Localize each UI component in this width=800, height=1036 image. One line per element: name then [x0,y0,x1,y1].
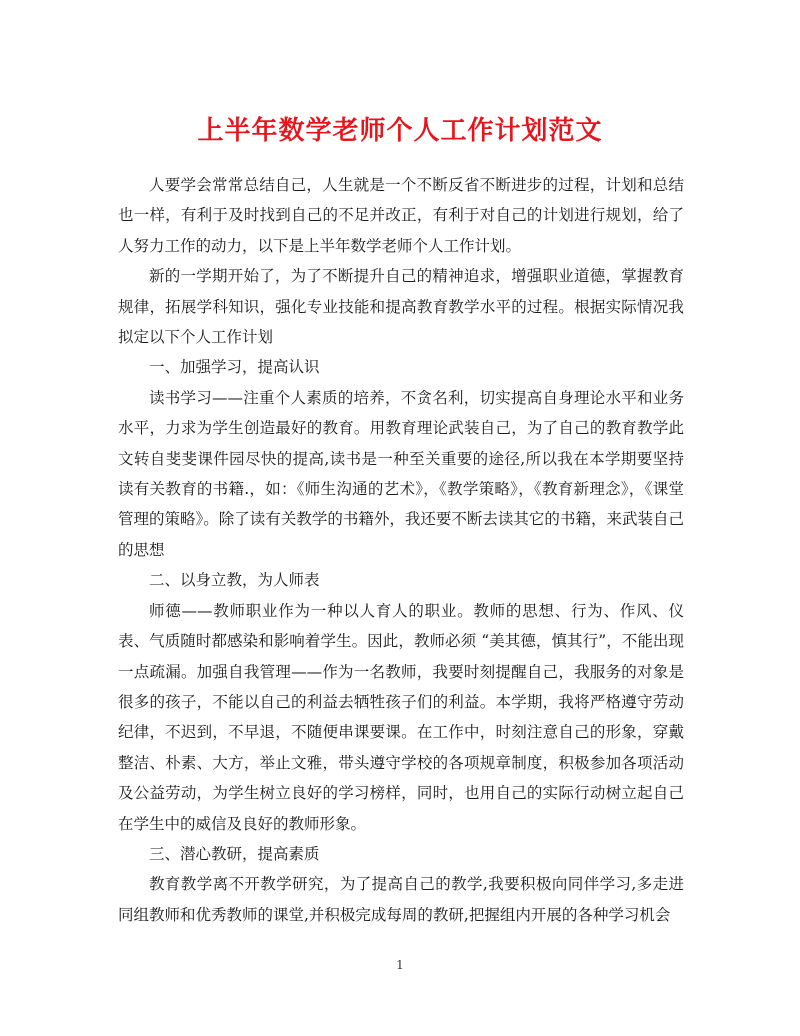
paragraph-research: 教育教学离不开教学研究，为了提高自己的教学,我要积极向同伴学习,多走进同组教师和优秀教师的课堂,并积极完成每周的教研,把握组内开展的各种学习机会 [118,875,684,924]
paragraph-intro: 人要学会常常总结自己，人生就是一个不断反省不断进步的过程，计划和总结也一样，有利于及时找到自己的不足并改正，有利于对自己的计划进行规划，给了人努力工作的动力，以下是上半年数学老师个人工作计划。 [118,176,684,255]
section-heading-2: 二、以身立教，为人师表 [149,571,320,590]
document-body [118,170,684,930]
section-heading-1: 一、加强学习，提高认识 [149,358,320,377]
page-number: 1 [396,958,404,972]
section-heading-3: 三、潜心教研，提高素质 [149,844,320,863]
paragraph-ethics: 师德——教师职业作为一种以人育人的职业。教师的思想、行为、作风、仪表、气质随时都感染和影响着学生。因此，教师必须 “美其德，慎其行”，不能出现一点疏漏。加强自我管理——作为一名教师，我要时刻提醒自己，我服务的对象是很多的孩子，不能以自己的利益去牺牲孩子们的利益。本学期，我将严格遵守劳动纪律，不迟到，不早退，不随便串课要课。在工作中，时刻注意自己的形象，穿戴整洁、朴素、大方，举止文雅，带头遵守学校的各项规章制度，积极参加各项活动及公益劳动，为学生树立良好的学习榜样，同时，也用自己的实际行动树立起自己在学生中的威信及良好的教师形象。 [118,601,684,833]
document-title: 上半年数学老师个人工作计划范文 [197,116,603,146]
paragraph-reading: 读书学习——注重个人素质的培养，不贪名利，切实提高自身理论水平和业务水平，力求为学生创造最好的教育。用教育理论武装自己，为了自己的教育教学此文转自斐斐课件园尽快的提高,读书是一种至关重要的途径,所以我在本学期要坚持读有关教育的书籍.，如：《师生沟通的艺术》，《教学策略》，《教育新理念》，《课堂管理的策略》。除了读有关教学的书籍外，我还要不断去读其它的书籍，来武装自己的思想 [118,388,684,559]
paragraph-background: 新的一学期开始了，为了不断提升自己的精神追求，增强职业道德，掌握教育规律，拓展学科知识，强化专业技能和提高教育教学水平的过程。根据实际情况我拟定以下个人工作计划 [118,267,684,347]
